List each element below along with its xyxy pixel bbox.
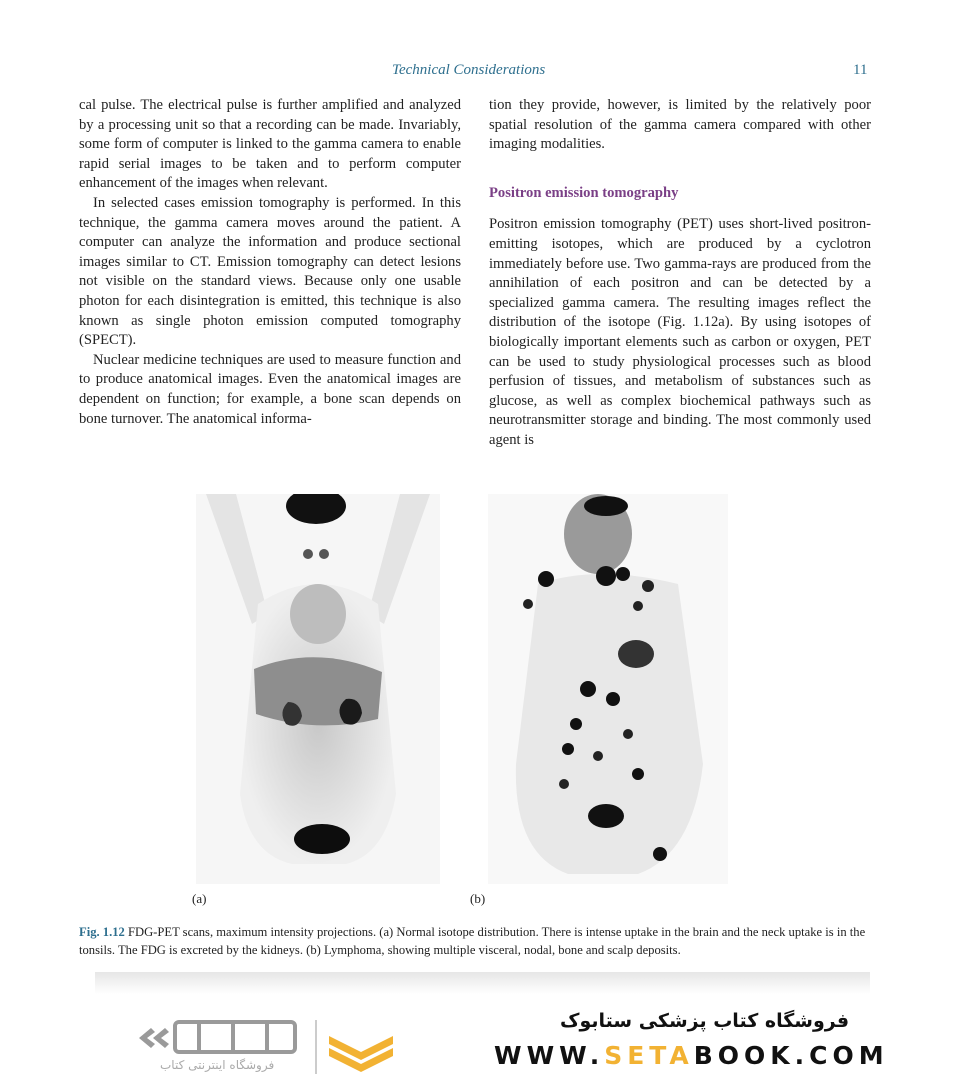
left-paragraph-1: cal pulse. The electrical pulse is further amplified and analyzed by a processing unit so that a recording can be made. Invariably, some form of computer is linked to the gamma camera to enable rapid serial images to be taken and to perform computer enhancement of the images when relevant. [79,97,461,192]
store-name: فروشگاه کتاب پزشکی ستابوک [560,1010,850,1032]
caption-shadow [95,972,870,994]
figure-label-b: (b) [470,891,486,906]
right-paragraph-1: tion they provide, however, is limited by the relatively poor spatial resolution of the gamma camera compared with other imaging modalities. [489,97,871,153]
left-paragraph-2: In selected cases emission tomography is performed. In this technique, the gamma camera moves around the patient. A computer can analyze the information and produce sectional images similar to CT. Emission tomography can detect lesions not visible on the standard views. Because only one usable photon for each disintegration is emitted, this technique is also known as single photon emission computed tomography (SPECT). [79,194,461,349]
logo-subtitle: فروشگاه اینترنتی کتاب [160,1058,275,1072]
figure-label-a: (a) [192,891,207,906]
figure-caption-text: FDG-PET scans, maximum intensity projections. (a) Normal isotope distribution. There is intense uptake in the brain and the neck uptake is in the tonsils. The FDG is excreted by the kidneys. (b) Lymphoma, showing multiple visceral, nodal, bone and scalp deposits. [79,925,866,957]
store-url-accent: SETA [604,1041,694,1070]
section-heading: Positron emission tomography [489,184,679,201]
figure-number: Fig. 1.12 [79,925,125,939]
left-paragraph-3: Nuclear medicine techniques are used to measure function and to produce anatomical images. Even the anatomical images are dependent on function; for example, a bone scan depends on bone turnover. The anatomical informa- [79,351,461,427]
store-url-suffix: BOOK.COM [693,1041,889,1070]
pet-scan-image-a [196,494,440,884]
left-column [79,96,461,429]
pet-scan-image-b [488,494,728,884]
store-url[interactable] [494,1041,889,1070]
right-column [489,96,871,451]
figure-caption [79,924,869,959]
page-number: 11 [853,62,868,78]
store-url-prefix: WWW. [494,1041,605,1070]
running-title: Technical Considerations [392,62,546,78]
right-paragraph-2: Positron emission tomography (PET) uses short-lived positron-emitting isotopes, which are produced by a cyclotron immediately before use. Two gamma-rays are produced from the annihilation of each positron and can be detected by a specialized gamma camera. The resulting images reflect the distribution of the isotope (Fig. 1.12a). By using isotopes of biologically important elements such as carbon or oxygen, PET can be used to study physiological processes such as blood perfusion of tissues, and metabolism of substances such as glucose, as well as complex biochemical pathways such as neurotransmitter storage and binding. The most commonly used agent is [489,216,871,448]
